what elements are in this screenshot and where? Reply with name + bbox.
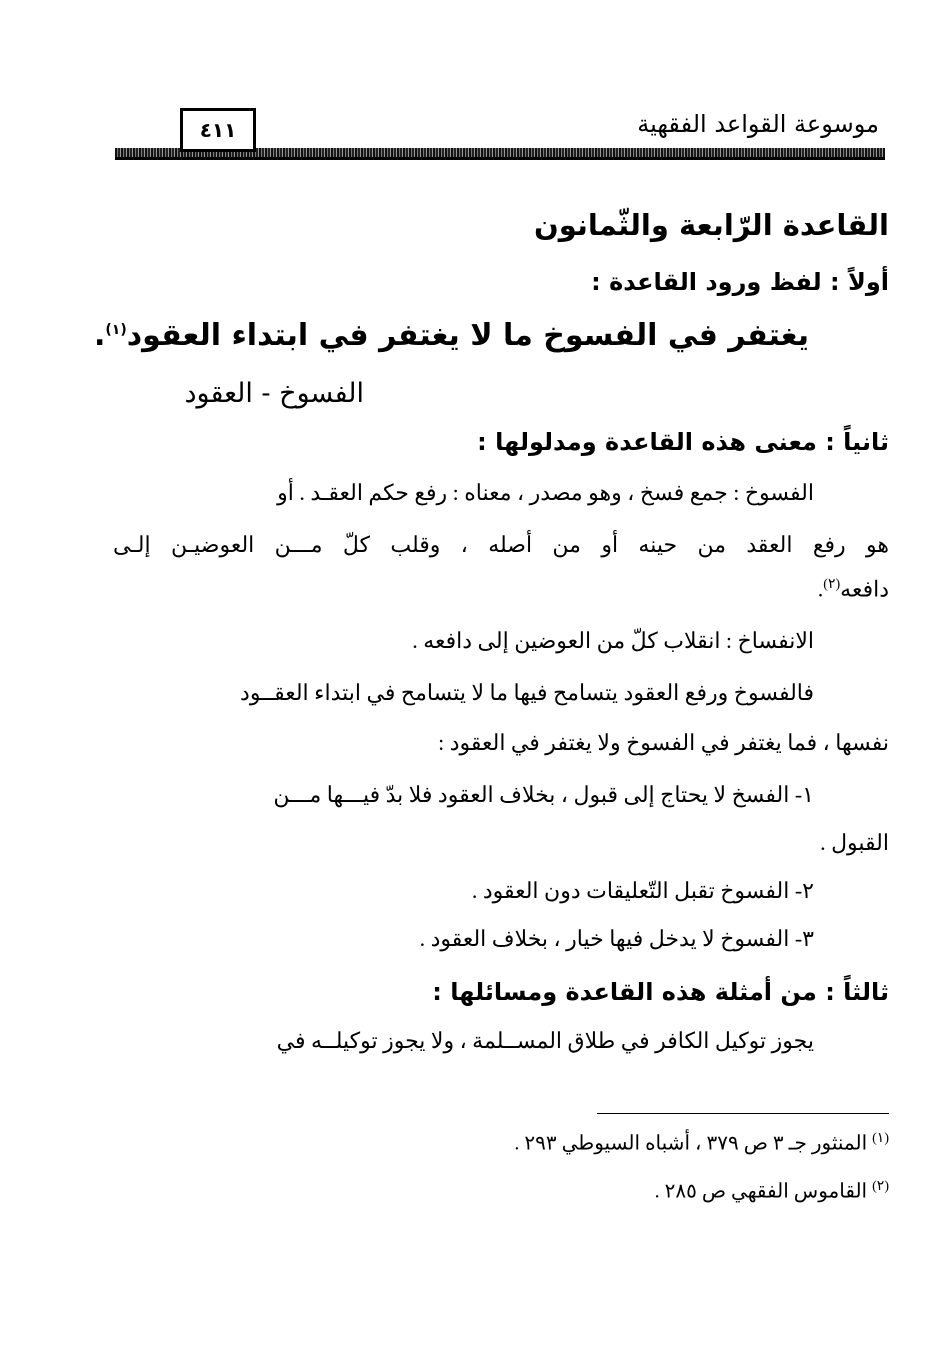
section1-title: أولاً : لفظ ورود القاعدة :	[591, 268, 889, 296]
footnote-1-ref: (١)	[872, 1131, 889, 1146]
paragraph1-line1: الفسوخ : جمع فسخ ، وهو مصدر ، معناه : رفع حكم العقـد . أو	[277, 480, 814, 505]
paragraph1-line3-text: دافعه	[840, 576, 889, 602]
paragraph1-line3	[818, 576, 889, 602]
footnote-ref-2: (٢)	[823, 577, 841, 592]
paragraph3-line2: نفسها ، فما يغتفر في الفسوخ ولا يغتفر في العقود :	[438, 730, 889, 755]
rule-statement	[94, 318, 809, 353]
paragraph2: الانفساخ : انقلاب كلّ من العوضين إلى دافعه .	[412, 628, 814, 653]
footnote-1	[514, 1130, 889, 1156]
list-item-1-line2: القبول .	[820, 830, 889, 855]
footnote-1-text: المنثور جـ ٣ ص ٣٧٩ ، أشباه السيوطي ٢٩٣ .	[514, 1132, 868, 1155]
footnote-2-ref: (٢)	[872, 1179, 889, 1194]
keywords: الفسوخ - العقود	[184, 378, 364, 409]
list-item-3: ٣- الفسوخ لا يدخل فيها خيار ، بخلاف العقود .	[419, 926, 814, 951]
list-item-1-line1: ١- الفسخ لا يحتاج إلى قبول ، بخلاف العقود فلا بدّ فيـــها مـــن	[273, 782, 814, 807]
paragraph4-line1: يجوز توكيل الكافر في طلاق المســلمة ، ولا يجوز توكيلــه في	[276, 1028, 814, 1053]
header-rule-line	[115, 157, 885, 160]
footnote-2	[655, 1178, 889, 1204]
running-header-title: موسوعة القواعد الفقهية	[637, 110, 879, 138]
section3-title: ثالثاً : من أمثلة هذه القاعدة ومسائلها :	[432, 978, 889, 1006]
paragraph3-line1: فالفسوخ ورفع العقود يتسامح فيها ما لا يتسامح في ابتداء العقــود	[240, 680, 814, 705]
paragraph1-end: .	[817, 576, 824, 602]
page-number: ٤١١	[199, 118, 237, 142]
list-item-2: ٢- الفسوخ تقبل التّعليقات دون العقود .	[471, 878, 814, 903]
footnote-ref-1: (١)	[105, 322, 127, 338]
footnote-2-text: القاموس الفقهي ص ٢٨٥ .	[654, 1180, 868, 1203]
footnote-separator	[597, 1113, 889, 1114]
page-number-box	[180, 108, 256, 152]
paragraph1-line2: هو رفع العقد من حينه أو من أصله ، وقلب كلّ مـــن العوضيـن إلـى	[113, 532, 889, 557]
section2-title: ثانياً : معنى هذه القاعدة ومدلولها :	[477, 428, 889, 456]
rule-statement-text: يغتفر في الفسوخ ما لا يغتفر في ابتداء العقود	[126, 318, 809, 353]
rule-statement-end: .	[93, 318, 106, 353]
rule-heading: القاعدة الرّابعة والثّمانون	[534, 208, 889, 242]
